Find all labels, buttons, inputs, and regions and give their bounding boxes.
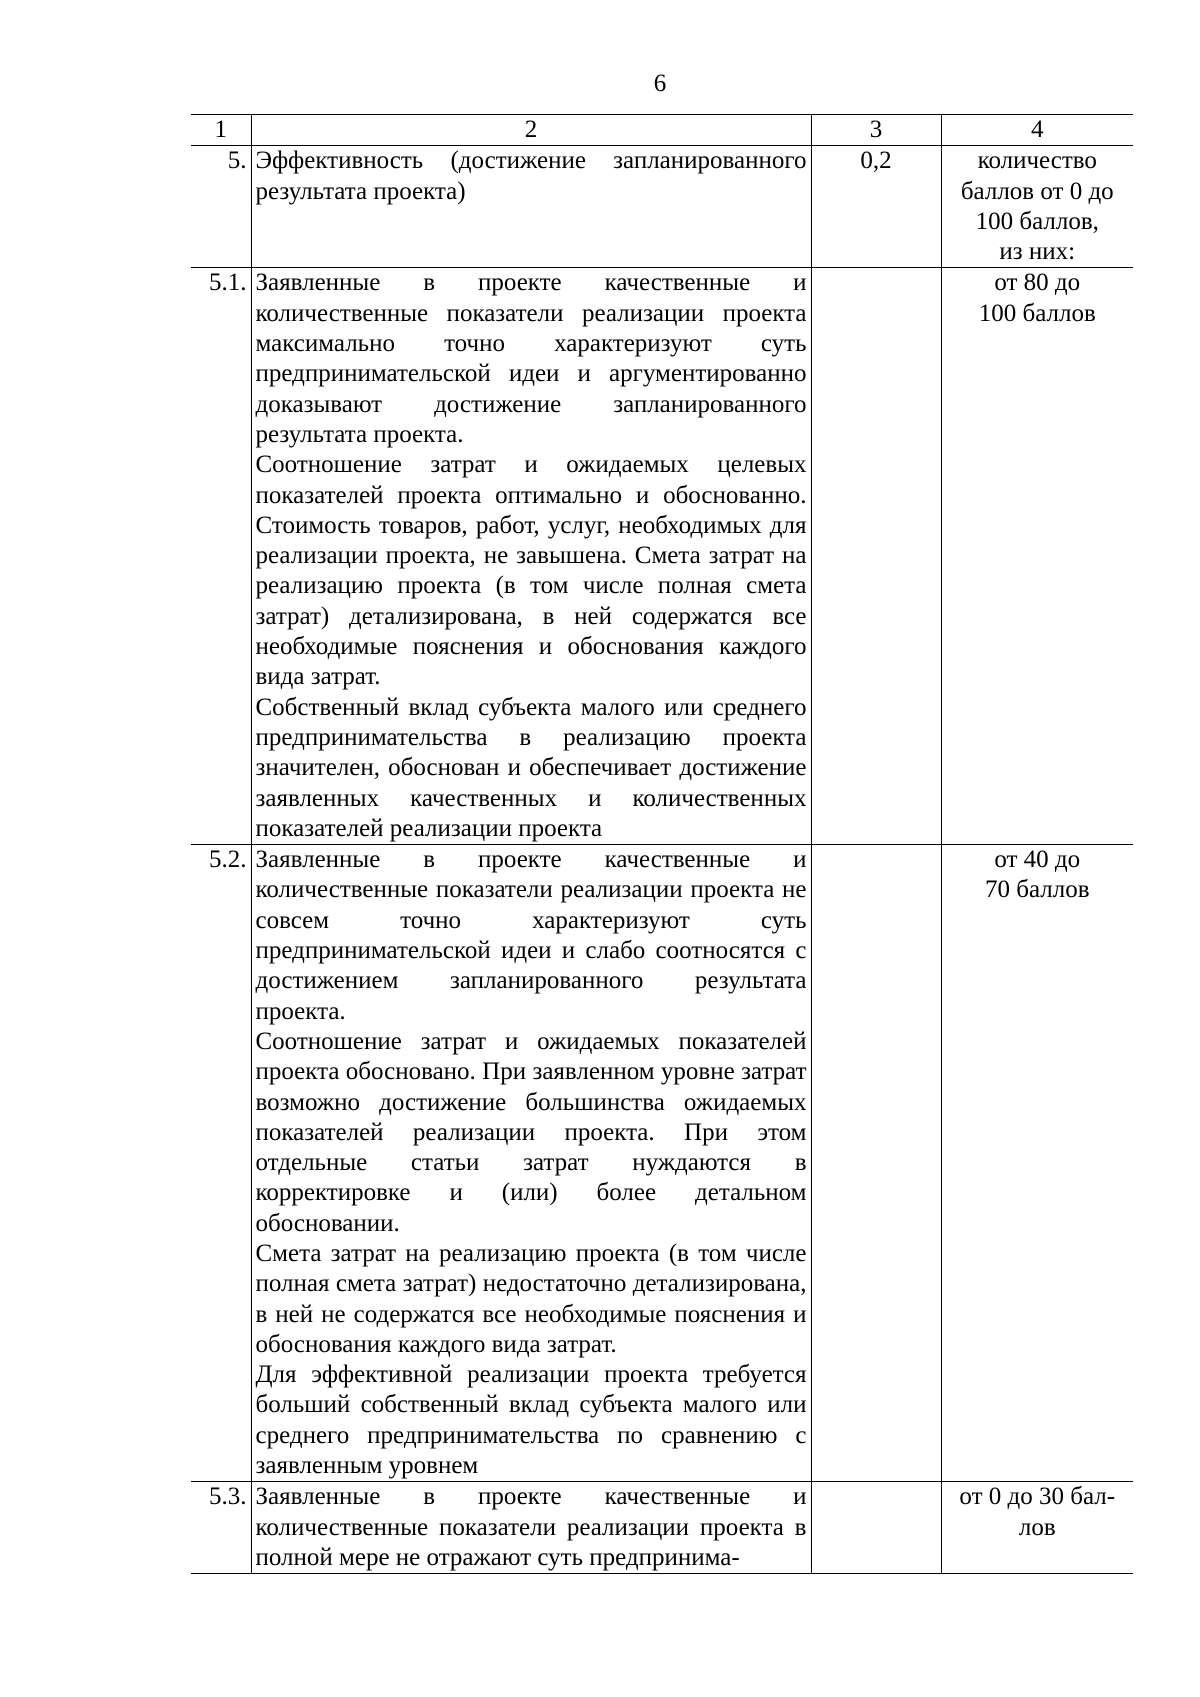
criterion-text <box>251 268 811 845</box>
criterion-paragraph: Для эффективной реализации проекта требуется больший собственный вклад субъекта малого или среднего предпринимательства по сравнению с заявленным уровнем <box>255 1361 807 1480</box>
criterion-weight: 0,2 <box>811 146 941 268</box>
table-row <box>191 146 1133 268</box>
header-col-2: 2 <box>251 115 811 146</box>
row-number: 5. <box>191 146 251 268</box>
header-col-3: 3 <box>811 115 941 146</box>
criterion-paragraph: Смета затрат на реализацию проекта (в том числе полная смета затрат) недостаточно детализирована, в ней не содержатся все необходимые пояснения и обоснования каждого вида затрат. <box>255 1239 807 1358</box>
header-col-1: 1 <box>191 115 251 146</box>
criterion-weight <box>811 845 941 1482</box>
criterion-paragraph: Заявленные в проекте качественные и количественные показатели реализации проекта не совсем точно характеризуют суть предпринимательской идеи и слабо соотносятся с достижением запланированного результата проекта. <box>255 846 807 1025</box>
criteria-table <box>191 114 1133 1574</box>
criterion-paragraph: Собственный вклад субъекта малого или среднего предпринимательства в реализацию проекта значителен, обоснован и обеспечивает достижение заявленных качественных и количественных показателей реализации проекта <box>255 693 807 842</box>
criterion-text <box>251 845 811 1482</box>
score-line: 100 баллов, <box>975 207 1099 235</box>
score-line: из них: <box>999 238 1076 266</box>
row-number: 5.3. <box>191 1482 251 1574</box>
criterion-score <box>941 1482 1133 1574</box>
criterion-weight <box>811 1482 941 1574</box>
score-line: от 0 до 30 бал- <box>959 1483 1116 1511</box>
score-line: лов <box>1018 1513 1056 1541</box>
score-line: от 40 до <box>994 846 1081 874</box>
table-row <box>191 845 1133 1482</box>
table-header-row <box>191 115 1133 146</box>
criterion-paragraph: Соотношение затрат и ожидаемых показателей проекта обосновано. При заявленном уровне затрат возможно достижение большинства ожидаемых показателей реализации проекта. При этом отдельные статьи затрат нуждаются в корректировке и (или) более детальном обосновании. <box>255 1027 807 1237</box>
score-line: количество <box>977 147 1097 175</box>
criterion-paragraph: Заявленные в проекте качественные и количественные показатели реализации проекта в полной мере не отражают суть предпринима- <box>255 1483 807 1571</box>
criterion-text <box>251 146 811 268</box>
table-row <box>191 1482 1133 1574</box>
criterion-paragraph: Соотношение затрат и ожидаемых целевых показателей проекта оптимально и обоснованно. Стоимость товаров, работ, услуг, необходимых для реализации проекта, не завышена. Смета затрат на реализацию проекта (в том числе полная смета затрат) детализирована, в ней содержатся все необходимые пояснения и обоснования каждого вида затрат. <box>255 451 807 691</box>
page-number: 6 <box>653 70 667 97</box>
criterion-score <box>941 268 1133 845</box>
header-col-4: 4 <box>941 115 1133 146</box>
score-line: баллов от 0 до <box>960 177 1114 205</box>
criterion-paragraph: Заявленные в проекте качественные и количественные показатели реализации проекта максимально точно характеризуют суть предпринимательской идеи и аргументированно доказывают достижение запланированного результата проекта. <box>255 269 807 448</box>
score-line: от 80 до <box>994 269 1081 297</box>
score-line: 100 баллов <box>978 299 1096 327</box>
criterion-score <box>941 845 1133 1482</box>
score-line: 70 баллов <box>984 876 1090 904</box>
table-row <box>191 268 1133 845</box>
criterion-score <box>941 146 1133 268</box>
criterion-paragraph: Эффективность (достижение запланированного результата проекта) <box>255 147 807 205</box>
row-number: 5.2. <box>191 845 251 1482</box>
criterion-weight <box>811 268 941 845</box>
row-number: 5.1. <box>191 268 251 845</box>
criterion-text <box>251 1482 811 1574</box>
